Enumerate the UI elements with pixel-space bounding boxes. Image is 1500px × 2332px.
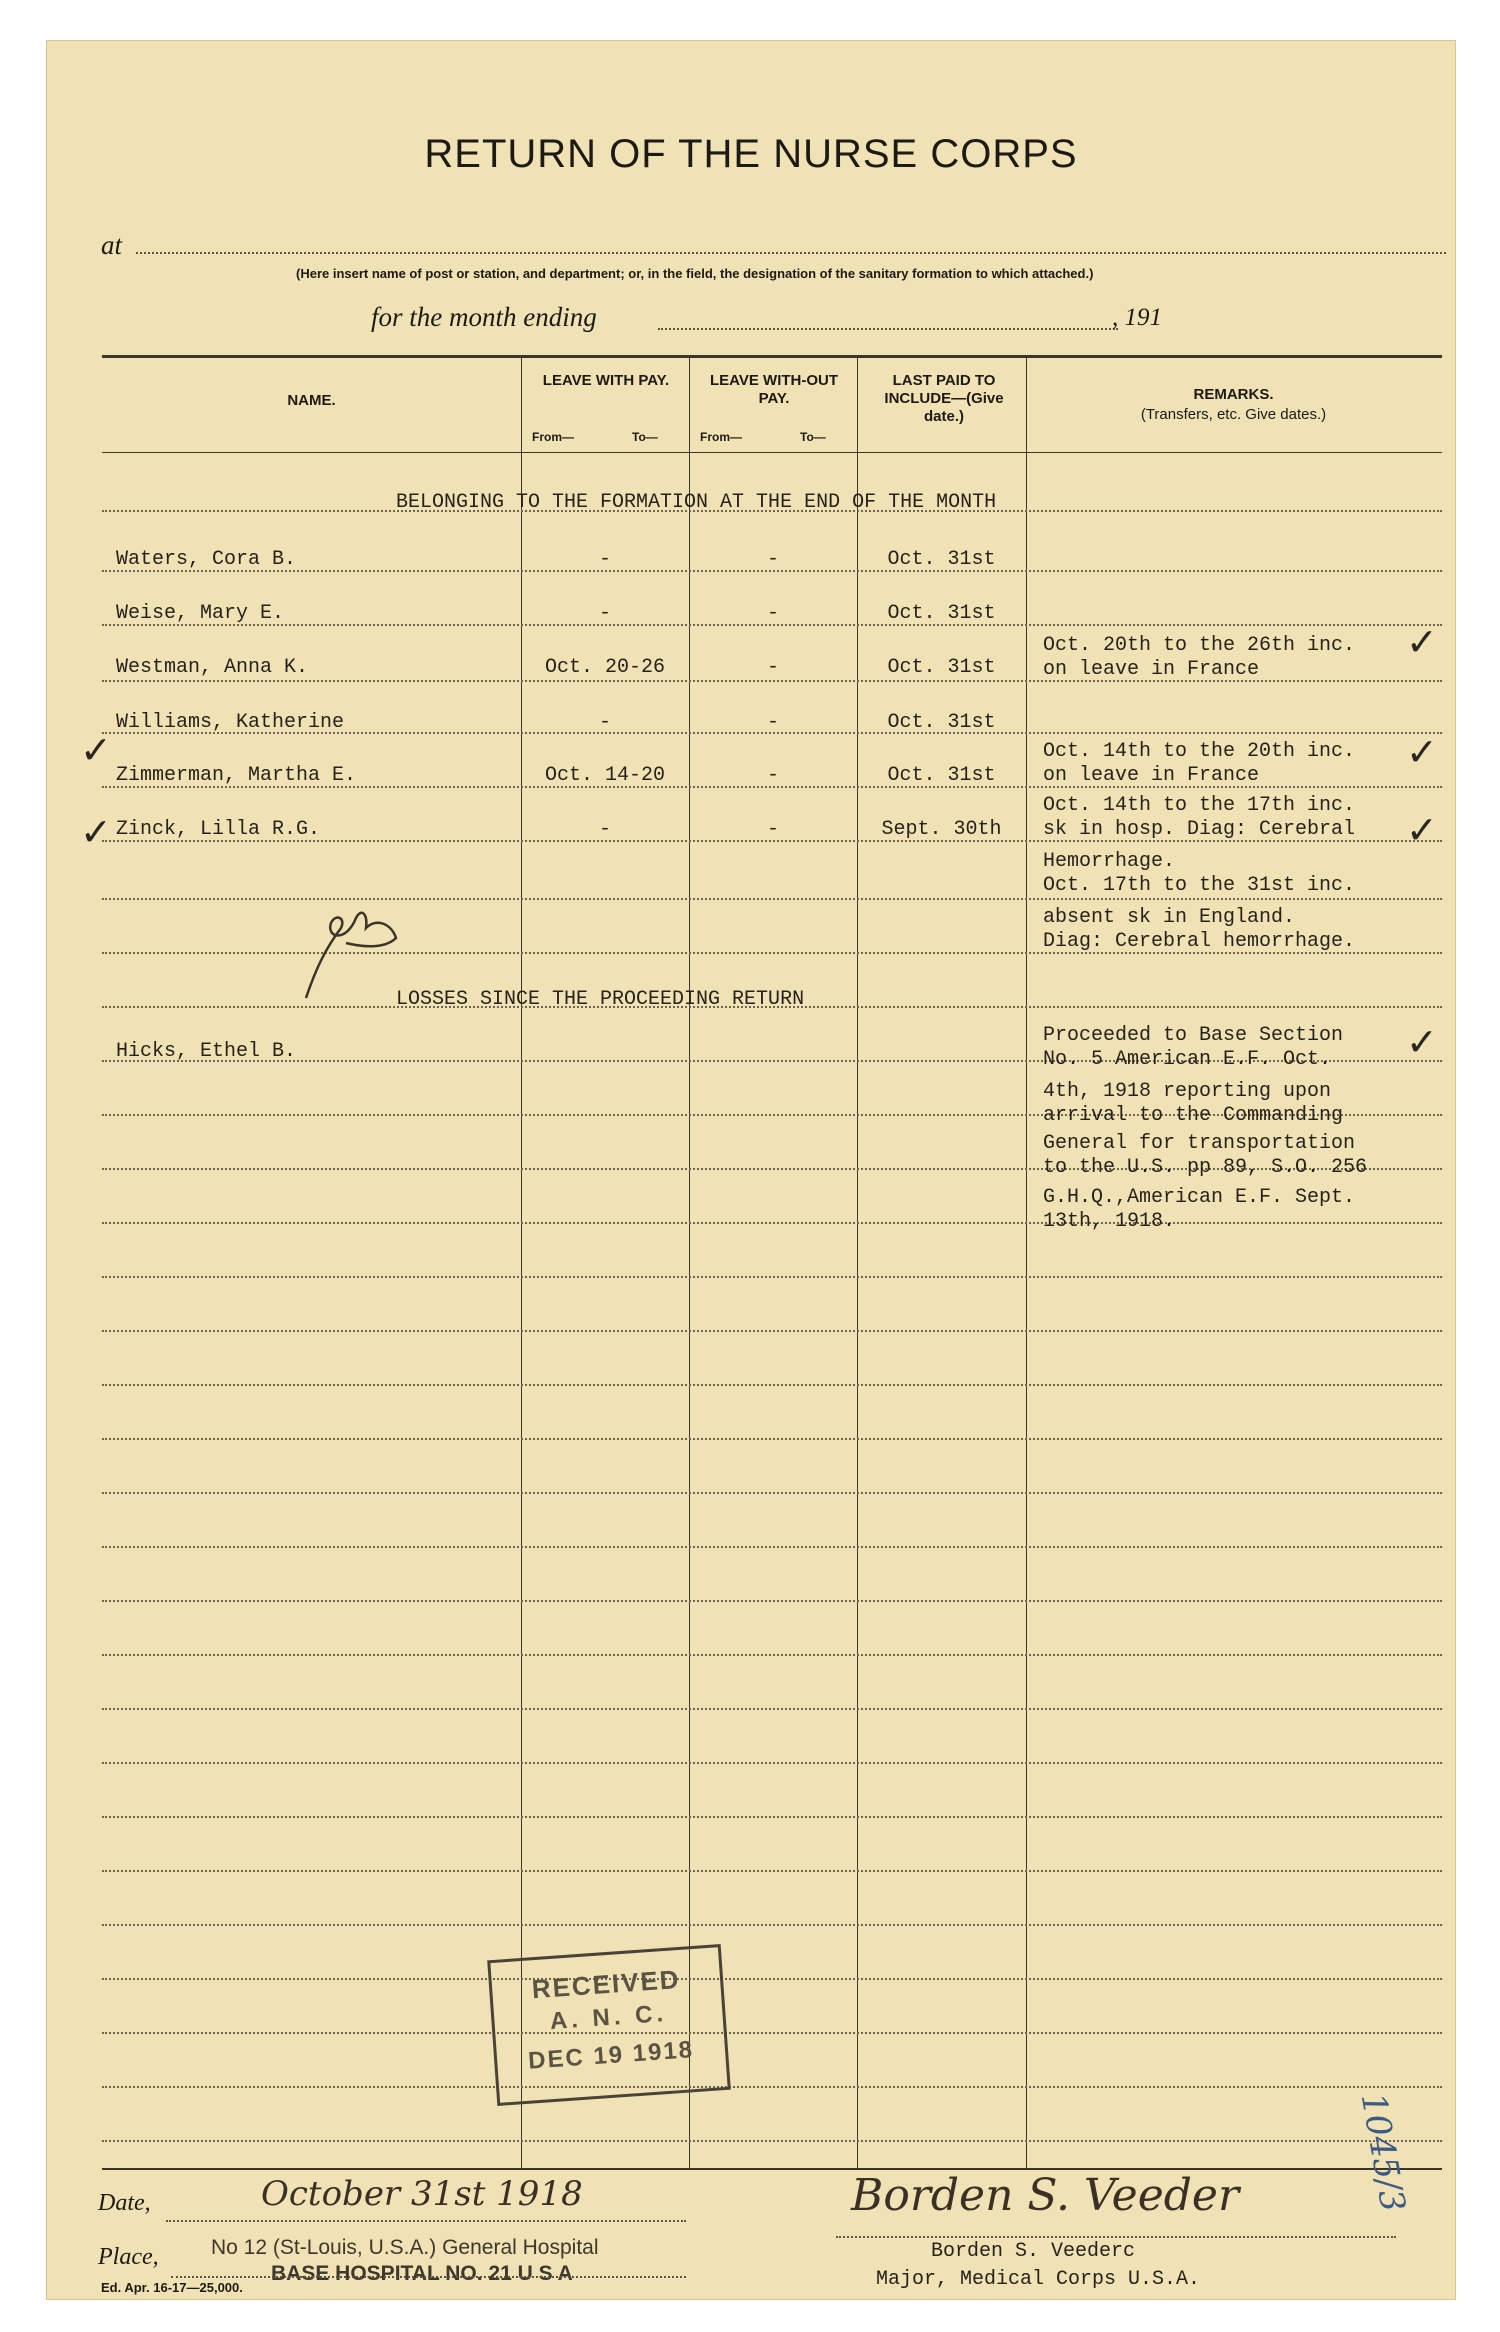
last-paid-value: Oct. 31st (887, 602, 996, 625)
loss-remark-line: No. 5 American E.F. Oct. (1043, 1048, 1332, 1071)
row-rule (102, 1708, 1442, 1710)
to-label: To— (632, 430, 658, 444)
row-rule (102, 2086, 1442, 2088)
date-line (166, 2220, 686, 2222)
column-divider (1026, 358, 1027, 2168)
last-paid-value: Sept. 30th (881, 818, 1002, 841)
header-remarks: REMARKS. (1193, 386, 1274, 403)
header-leave-without: LEAVE WITH-OUT PAY. (709, 372, 839, 407)
remark-line: on leave in France (1043, 764, 1260, 787)
row-rule (102, 1978, 1442, 1980)
leave-pay-value: - (598, 711, 611, 734)
nurse-name: Zimmerman, Martha E. (116, 764, 357, 787)
month-line (658, 328, 1118, 330)
nurse-name: Weise, Mary E. (116, 602, 285, 625)
stamp-received: RECEIVED (530, 1963, 682, 2005)
nurse-name: Williams, Katherine (116, 711, 345, 734)
column-divider (689, 358, 690, 2168)
leave-pay-value: Oct. 20-26 (544, 656, 666, 679)
leave-without-value: - (766, 656, 779, 679)
header-remarks-sub: (Transfers, etc. Give dates.) (1140, 406, 1327, 423)
check-mark-icon: ✓ (1406, 1020, 1438, 1064)
leave-without-value: - (766, 711, 779, 734)
leave-pay-value: - (598, 818, 611, 841)
from-label: From— (532, 430, 574, 444)
row-rule (102, 1600, 1442, 1602)
row-rule (102, 1438, 1442, 1440)
leave-pay-value: Oct. 14-20 (544, 764, 666, 787)
page-title: RETURN OF THE NURSE CORPS (424, 132, 1078, 176)
leave-pay-value: - (598, 602, 611, 625)
place-label: Place, (98, 2244, 159, 2270)
check-mark-icon: ✓ (80, 728, 112, 772)
leave-without-value: - (766, 602, 779, 625)
remark-line: Diag: Cerebral hemorrhage. (1043, 930, 1356, 953)
leave-without-value: - (766, 764, 779, 787)
check-mark-icon: ✓ (1406, 808, 1438, 852)
remark-line: absent sk in England. (1043, 906, 1296, 929)
stamp-anc: A. N. C. (549, 1999, 668, 2036)
row-rule (102, 1276, 1442, 1278)
last-paid-value: Oct. 31st (887, 711, 996, 734)
check-mark-icon: ✓ (1406, 620, 1438, 664)
loss-remark-line: Proceeded to Base Section (1043, 1024, 1344, 1047)
row-rule (102, 1330, 1442, 1332)
last-paid-value: Oct. 31st (887, 764, 996, 787)
row-rule (102, 1816, 1442, 1818)
nurse-name: Zinck, Lilla R.G. (116, 818, 321, 841)
loss-remark-line: to the U.S. pp 89, S.O. 256 (1043, 1156, 1368, 1179)
section-belonging: BELONGING TO THE FORMATION AT THE END OF THE MONTH (396, 491, 997, 514)
row-rule (102, 1870, 1442, 1872)
remark-line: sk in hosp. Diag: Cerebral (1043, 818, 1356, 841)
table-bottom-rule (102, 2168, 1442, 2170)
signature-line (836, 2236, 1396, 2238)
from-label: From— (700, 430, 742, 444)
loss-remark-line: General for transportation (1043, 1132, 1356, 1155)
place-line-2: BASE HOSPITAL NO. 21 U S A (271, 2262, 573, 2285)
nurse-name: Westman, Anna K. (116, 656, 309, 679)
received-stamp (487, 1944, 731, 2106)
last-paid-value: Oct. 31st (887, 548, 996, 571)
at-line (136, 252, 1446, 254)
remark-line: Hemorrhage. (1043, 850, 1176, 873)
document-sheet (46, 40, 1456, 2300)
margin-note: 1045/3 (1352, 2090, 1413, 2215)
header-last-paid: LAST PAID TO INCLUDE—(Give date.) (884, 372, 1004, 425)
edition-note: Ed. Apr. 16-17—25,000. (101, 2280, 243, 2295)
row-rule (102, 1222, 1442, 1224)
remark-line: Oct. 14th to the 20th inc. (1043, 740, 1356, 763)
row-rule (102, 1654, 1442, 1656)
handwritten-initials-icon (286, 888, 426, 1008)
table-top-rule (102, 355, 1442, 358)
at-label: at (101, 230, 123, 260)
remark-line: Oct. 17th to the 31st inc. (1043, 874, 1356, 897)
leave-without-value: - (766, 548, 779, 571)
loss-remark-line: 13th, 1918. (1043, 1210, 1176, 1233)
stamp-date: DEC 19 1918 (527, 2036, 695, 2075)
header-name: NAME. (287, 392, 336, 409)
row-rule (102, 1762, 1442, 1764)
loss-remark-line: 4th, 1918 reporting upon (1043, 1080, 1332, 1103)
place-line-1: No 12 (St-Louis, U.S.A.) General Hospital (211, 2236, 599, 2259)
remark-line: Oct. 20th to the 26th inc. (1043, 634, 1356, 657)
section-losses: LOSSES SINCE THE PROCEEDING RETURN (396, 988, 805, 1011)
row-rule (102, 1546, 1442, 1548)
row-rule (102, 2032, 1442, 2034)
row-rule (102, 2140, 1442, 2142)
leave-pay-value: - (598, 548, 611, 571)
date-label: Date, (98, 2190, 151, 2216)
month-year: , 191 (1112, 304, 1162, 331)
column-divider (857, 358, 858, 2168)
column-divider (521, 358, 522, 2168)
signature: Borden S. Veeder (851, 2170, 1239, 2221)
check-mark-icon: ✓ (1406, 730, 1438, 774)
table-header-rule (102, 452, 1442, 453)
check-mark-icon: ✓ (80, 810, 112, 854)
row-rule (102, 1492, 1442, 1494)
remark-line: Oct. 14th to the 17th inc. (1043, 794, 1356, 817)
nurse-name: Waters, Cora B. (116, 548, 297, 571)
signer-title: Major, Medical Corps U.S.A. (876, 2268, 1201, 2291)
last-paid-value: Oct. 31st (887, 656, 996, 679)
place-line (171, 2276, 686, 2278)
signer-name: Borden S. Veederc (931, 2240, 1136, 2263)
remark-line: on leave in France (1043, 658, 1260, 681)
to-label: To— (800, 430, 826, 444)
date-value: October 31st 1918 (261, 2174, 583, 2214)
at-note: (Here insert name of post or station, and department; or, in the field, the designation of the sanitary formation to which attached.) (296, 266, 1094, 281)
header-leave-pay: LEAVE WITH PAY. (542, 372, 670, 389)
loss-remark-line: arrival to the Commanding (1043, 1104, 1344, 1127)
leave-without-value: - (766, 818, 779, 841)
row-rule (102, 1924, 1442, 1926)
month-label: for the month ending (371, 302, 597, 332)
loss-name: Hicks, Ethel B. (116, 1040, 297, 1063)
row-rule (102, 1384, 1442, 1386)
loss-remark-line: G.H.Q.,American E.F. Sept. (1043, 1186, 1356, 1209)
